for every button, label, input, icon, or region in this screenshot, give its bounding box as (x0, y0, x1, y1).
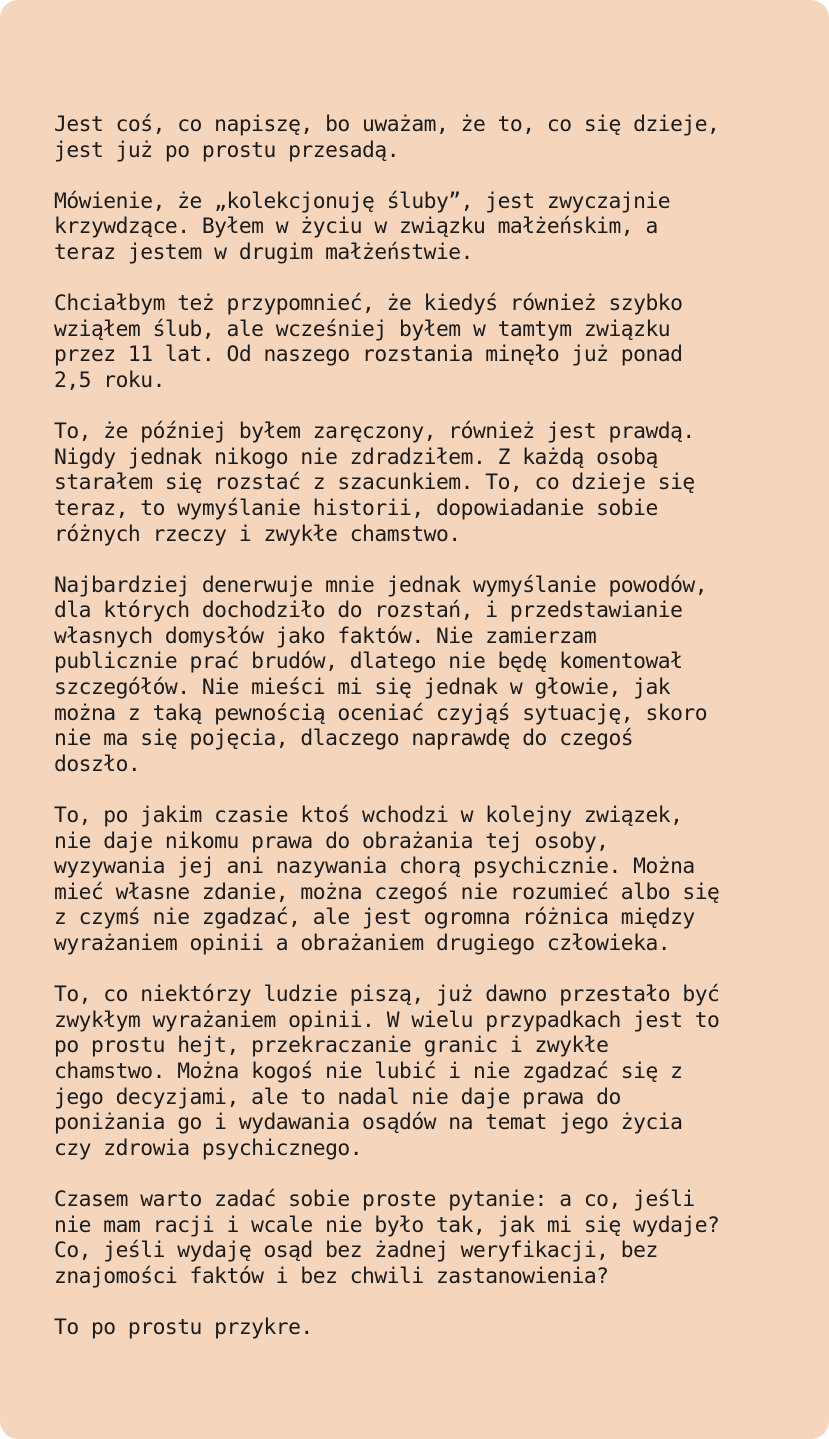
paragraph: To, co niektórzy ludzie piszą, już dawno przestało być zwykłym wyrażaniem opinii. W wielu przypadkach jest to po prostu hejt, przekraczanie granic i zwykłe chamstwo. Można kogoś nie lubić i nie zgadzać się z jego decyzjami, ale to nadal nie daje prawa do poniżania go i wydawania osądów na temat jego życia czy zdrowia psychicznego. (54, 982, 720, 1161)
paragraph: To, że później byłem zaręczony, również jest prawdą. Nigdy jednak nikogo nie zdradziłem. Z każdą osobą starałem się rozstać z szacunkiem. To, co dzieje się teraz, to wymyślanie historii, dopowiadanie sobie różnych rzeczy i zwykłe chamstwo. (54, 419, 695, 547)
paragraph: To po prostu przykre. (54, 1314, 313, 1340)
paragraph: Chciałbym też przypomnieć, że kiedyś również szybko wziąłem ślub, ale wcześniej byłem w tamtym związku przez 11 lat. Od naszego rozstania minęło już ponad 2,5 roku. (54, 291, 683, 393)
paragraph: Najbardziej denerwuje mnie jednak wymyślanie powodów, dla których dochodziło do rozstań, i przedstawianie własnych domysłów jako faktów. Nie zamierzam publicznie prać brudów, dlatego nie będę komentował szczegółów. Nie mieści mi się jednak w głowie, jak można z taką pewnością oceniać czyjąś sytuację, skoro nie ma się pojęcia, dlaczego naprawdę do czegoś doszło. (54, 572, 708, 777)
paragraph: Czasem warto zadać sobie proste pytanie: a co, jeśli nie mam racji i wcale nie było tak, jak mi się wydaje? Co, jeśli wydaję osąd bez żadnej weryfikacji, bez znajomości faktów i bez chwili zastanowienia? (54, 1186, 720, 1289)
paragraph: Mówienie, że „kolekcjonuję śluby”, jest zwyczajnie krzywdzące. Byłem w życiu w związku małżeńskim, a teraz jestem w drugim małżeństwie. (54, 188, 671, 265)
paragraph: To, po jakim czasie ktoś wchodzi w kolejny związek, nie daje nikomu prawa do obrażania tej osoby, wyzywania jej ani nazywania chorą psychicznie. Można mieć własne zdanie, można czegoś nie rozumieć albo się z czymś nie zgadzać, ale jest ogromna różnica między wyrażaniem opinii a obrażaniem drugiego człowieka. (54, 803, 720, 956)
paragraph: Jest coś, co napiszę, bo uważam, że to, co się dzieje, jest już po prostu przesadą. (54, 112, 720, 163)
statement-text (54, 112, 814, 1341)
